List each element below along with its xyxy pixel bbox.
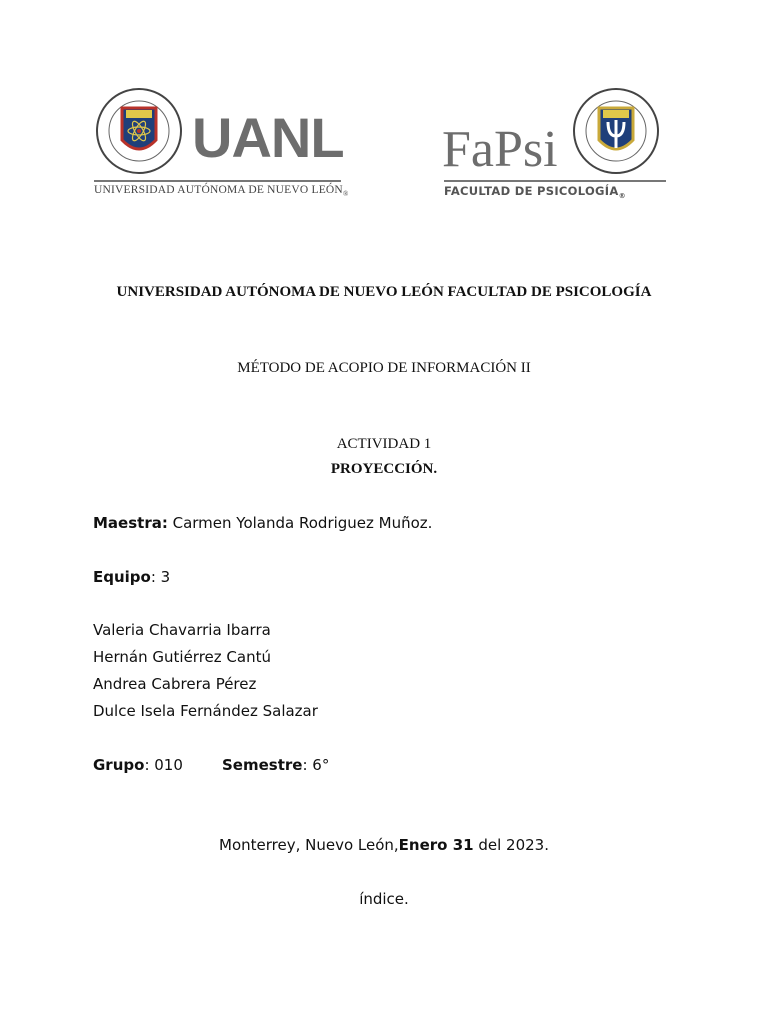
place-date-line	[0, 836, 768, 854]
teacher-line	[93, 514, 432, 532]
fapsi-logo	[442, 88, 672, 204]
semester-line	[222, 756, 329, 774]
semester-label: Semestre	[222, 756, 303, 774]
group-line	[93, 756, 183, 774]
uanl-subtitle-text: UNIVERSIDAD AUTÓNOMA DE NUEVO LEÓN	[94, 184, 343, 196]
date-bold: Enero 31	[398, 836, 474, 854]
fapsi-seal-icon	[568, 88, 664, 174]
member-1: Valeria Chavarria Ibarra	[93, 621, 271, 639]
fapsi-subtitle-text: FACULTAD DE PSICOLOGÍA	[444, 184, 619, 198]
member-4: Dulce Isela Fernández Salazar	[93, 702, 318, 720]
member-3: Andrea Cabrera Pérez	[93, 675, 257, 693]
team-line	[93, 568, 170, 586]
group-value: : 010	[144, 756, 183, 774]
activity-title: PROYECCIÓN.	[330, 461, 438, 477]
uanl-reg-mark: ®	[342, 190, 349, 198]
uanl-logo-subtitle	[94, 180, 349, 198]
teacher-label: Maestra:	[93, 514, 168, 532]
team-label: Equipo	[93, 568, 151, 586]
teacher-name: Carmen Yolanda Rodriguez Muñoz.	[167, 514, 433, 532]
group-label: Grupo	[93, 756, 145, 774]
institution-title: UNIVERSIDAD AUTÓNOMA DE NUEVO LEÓN FACULTAD DE PSICOLOGÍA	[116, 284, 652, 300]
semester-value: : 6°	[302, 756, 330, 774]
fapsi-logo-subtitle	[444, 180, 666, 200]
fapsi-wordmark: FaPsi	[442, 121, 558, 178]
fapsi-reg-mark: ®	[618, 192, 626, 200]
date-rest: del 2023.	[473, 836, 549, 854]
member-2: Hernán Gutiérrez Cantú	[93, 648, 271, 666]
course-title: MÉTODO DE ACOPIO DE INFORMACIÓN II	[237, 360, 531, 376]
index-heading: índice.	[359, 890, 409, 908]
team-value: : 3	[150, 568, 171, 586]
place-text: Monterrey, Nuevo León,	[219, 836, 399, 854]
activity-number: ACTIVIDAD 1	[336, 436, 432, 452]
uanl-logo	[92, 88, 347, 204]
uanl-wordmark: UANL	[192, 106, 344, 169]
uanl-seal-icon	[92, 88, 187, 174]
